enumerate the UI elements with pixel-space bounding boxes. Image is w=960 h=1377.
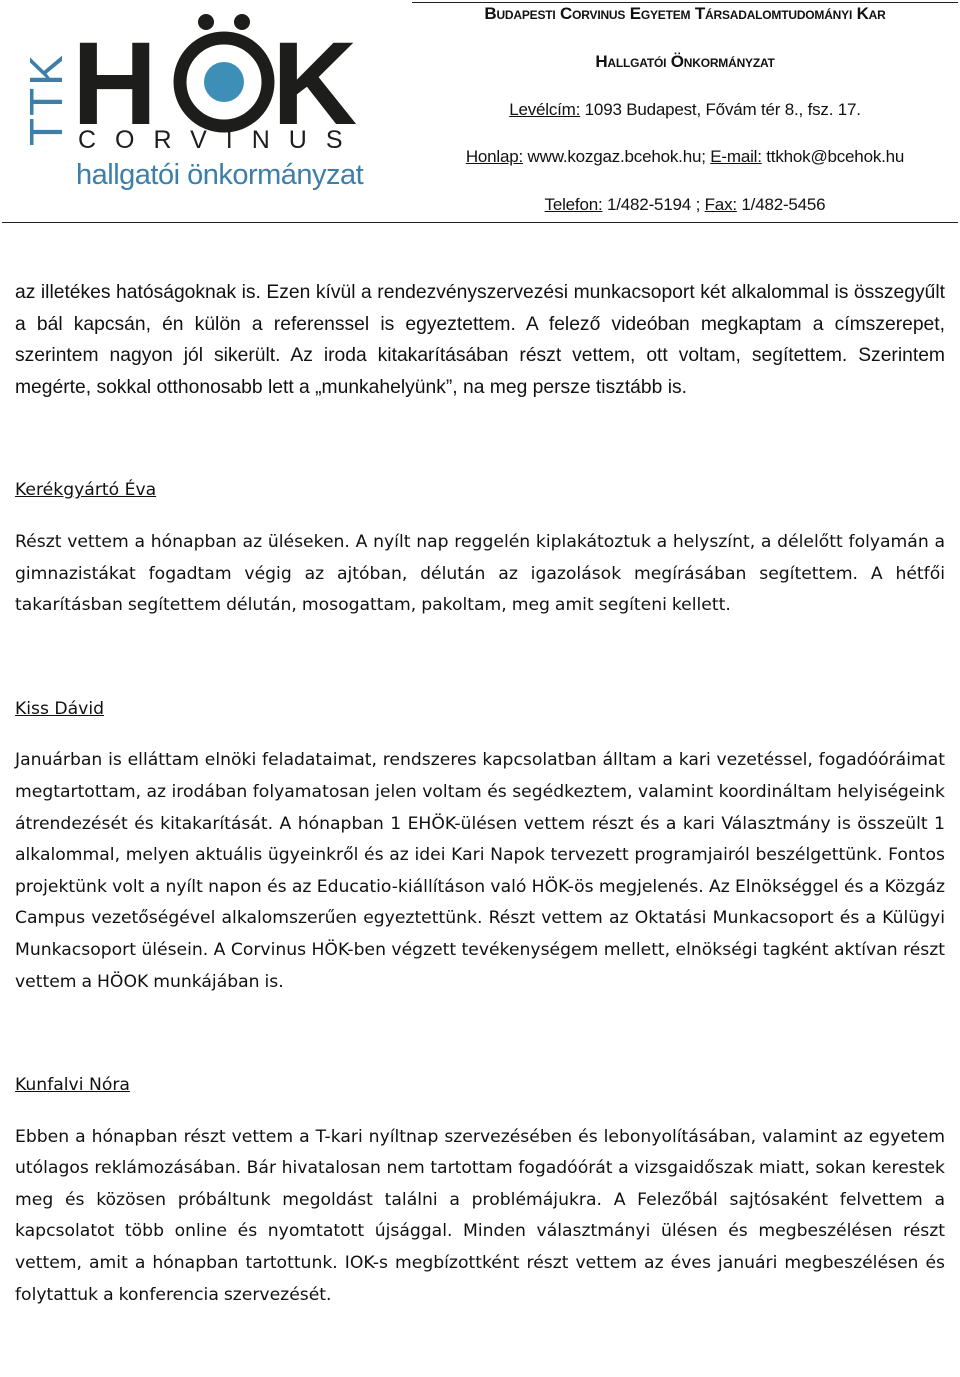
header-bottom-rule xyxy=(2,222,958,223)
website-label: Honlap: xyxy=(465,147,524,166)
svg-text:K: K xyxy=(272,18,358,150)
logo-sub-text: CORVINUS xyxy=(78,126,362,154)
email-link[interactable]: ttkhok@bcehok.hu xyxy=(761,147,905,166)
email-label: E-mail: xyxy=(710,147,762,166)
member-name-nora: Kunfalvi Nóra xyxy=(15,1075,130,1096)
member-name-david: Kiss Dávid xyxy=(15,698,105,719)
hok-corvinus-logo xyxy=(18,6,366,196)
org-name: Budapesti Corvinus Egyetem Társadalomtudományi Kar xyxy=(484,4,886,23)
member-name-eva: Kerékgyártó Éva xyxy=(15,480,157,501)
report-body xyxy=(15,277,945,1311)
member-report-nora: Ebben a hónapban részt vettem a T-kari nyíltnap szervezésében és lebonyolításában, valamint az egyetem utólagos reklámozásában. Bár hivatalosan nem tartottam fogadóórát a vizsgaidőszak miatt, sokan kerestek meg és közösen próbáltunk megoldást találni a problémájukra. A Felezőbál sajtósaként felvettem a kapcsolatot több online és nyomtatott újsággal. Minden választmányi ülésen és megbeszélésen részt vettem, amit a hónapban tartottunk. IOK-s megbízottként részt vettem az éves januári megbeszélésen és folytattuk a konferencia szervezését. xyxy=(15,1126,945,1305)
fax-value: 1/482-5456 xyxy=(736,195,826,214)
logo-tagline: hallgatói önkormányzat xyxy=(76,159,364,191)
org-subname: Hallgatói Önkormányzat xyxy=(595,52,775,71)
postal-address xyxy=(420,100,950,120)
member-report-eva: Részt vettem a hónapban az üléseken. A nyílt nap reggelén kiplakátoztuk a helyszínt, a délelőtt folyamán a gimnazistákat fogadtam végig az ajtóban, délután az igazolások megírásában segítettem. A hétfői takarításban segítettem délután, mosogattam, pakoltam, meg amit segíteni kellett. xyxy=(15,531,945,616)
address-value: 1093 Budapest, Fővám tér 8., fsz. 17. xyxy=(580,100,861,119)
website-link[interactable]: www.kozgaz.bcehok.hu; xyxy=(523,147,711,166)
header-top-rule xyxy=(412,2,958,3)
web-email-line xyxy=(420,147,950,167)
logo-side-text: TTK xyxy=(20,53,72,146)
logo-main-text: H xyxy=(72,18,156,150)
phone-value: 1/482-5194 ; xyxy=(602,195,705,214)
member-report-david: Januárban is elláttam elnöki feladataimat, rendszeres kapcsolatban álltam a kari vezetéssel, fogadóóráimat megtartottam, az irodában folyamatosan jelen voltam és segédkeztem, valamint koordináltam helyiségeink átrendezését és kitakarítását. A hónapban 1 EHÖK-ülésen vettem részt és a kari Választmány is összeült 1 alkalommal, melyen aktuális ügyeinkről és az idei Kari Napok tervezett programjairól beszélgettünk. Fontos projektünk volt a nyílt napon és az Educatio-kiállításon való HÖK-ös megjelenés. Az Elnökséggel és a Közgáz Campus vezetőségével alkalomszerűen egyeztettünk. Részt vettem az Oktatási Munkacsoport és a Külügyi Munkacsoport ülésein. A Corvinus HÖK-ben végzett tevékenységem mellett, elnökségi tagként aktívan részt vettem a HÖOK munkájában is. xyxy=(15,750,945,992)
fax-label: Fax: xyxy=(704,195,737,214)
phone-label: Telefon: xyxy=(544,195,603,214)
phone-fax-line xyxy=(420,195,950,215)
intro-paragraph: az illetékes hatóságoknak is. Ezen kívül a rendezvényszervezési munkacsoport két alkalommal is összegyűlt a bál kapcsán, én külön a referenssel is egyeztettem. A felező videóban megkaptam a címszerepet, szerintem nagyon jól sikerült. Az iroda kitakarításában részt vettem, ott voltam, segítettem. Szerintem megérte, sokkal otthonosabb lett a „munkahelyünk”, na meg persze tisztább is. xyxy=(15,282,945,398)
letterhead xyxy=(0,0,960,224)
address-label: Levélcím: xyxy=(509,100,581,119)
